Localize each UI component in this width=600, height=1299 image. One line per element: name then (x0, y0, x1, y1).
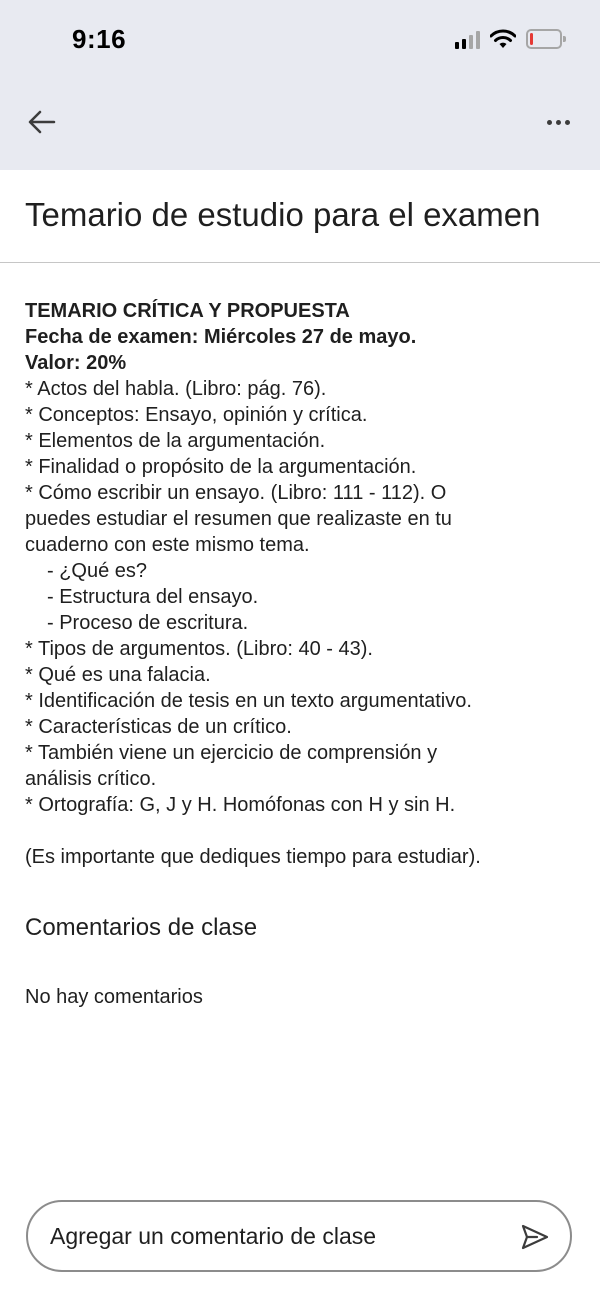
syllabus-subline: - ¿Qué es? (47, 560, 148, 582)
syllabus-line: * Conceptos: Ensayo, opinión y crítica. (25, 404, 368, 426)
syllabus-line: * Finalidad o propósito de la argumentación. (25, 456, 417, 478)
syllabus-line: cuaderno con este mismo tema. (25, 534, 310, 556)
study-note: (Es importante que dediques tiempo para estudiar). (25, 846, 481, 868)
back-button[interactable] (24, 104, 60, 140)
battery-level (530, 33, 533, 45)
syllabus-subline: - Estructura del ensayo. (47, 586, 259, 608)
exam-value: Valor: 20% (25, 352, 127, 374)
more-horizontal-icon (547, 120, 570, 125)
syllabus-subline: - Proceso de escritura. (47, 612, 249, 634)
syllabus-line: puedes estudiar el resumen que realizaste en tu (25, 508, 452, 530)
wifi-icon (490, 28, 516, 50)
no-comments-text: No hay comentarios (25, 986, 203, 1008)
battery-icon (526, 29, 562, 49)
more-options-button[interactable] (540, 104, 576, 140)
syllabus-heading: TEMARIO CRÍTICA Y PROPUESTA (25, 300, 350, 322)
syllabus-line: * También viene un ejercicio de comprensión y (25, 742, 438, 764)
syllabus-line: * Elementos de la argumentación. (25, 430, 326, 452)
syllabus-line: * Actos del habla. (Libro: pág. 76). (25, 378, 327, 400)
page-title: Temario de estudio para el examen (25, 196, 541, 233)
cellular-signal-icon (455, 29, 480, 49)
divider (0, 262, 600, 263)
syllabus-line: * Cómo escribir un ensayo. (Libro: 111 - 112). O (25, 482, 447, 504)
send-comment-button[interactable] (518, 1220, 552, 1254)
syllabus-line: * Tipos de argumentos. (Libro: 40 - 43). (25, 638, 373, 660)
send-icon (520, 1223, 550, 1251)
syllabus-line: * Características de un crítico. (25, 716, 292, 738)
syllabus-line: * Identificación de tesis en un texto argumentativo. (25, 690, 472, 712)
syllabus-line: * Qué es una falacia. (25, 664, 211, 686)
exam-date: Fecha de examen: Miércoles 27 de mayo. (25, 326, 417, 348)
status-icons (455, 28, 562, 50)
class-comment-input[interactable] (50, 1216, 490, 1256)
status-time: 9:16 (72, 24, 127, 54)
arrow-left-icon (28, 110, 56, 134)
class-comment-box (26, 1200, 572, 1272)
syllabus-line: * Ortografía: G, J y H. Homófonas con H y sin H. (25, 794, 456, 816)
assignment-description (25, 298, 585, 870)
app-header (0, 0, 600, 170)
class-comments-title: Comentarios de clase (25, 914, 258, 941)
syllabus-line: análisis crítico. (25, 768, 157, 790)
